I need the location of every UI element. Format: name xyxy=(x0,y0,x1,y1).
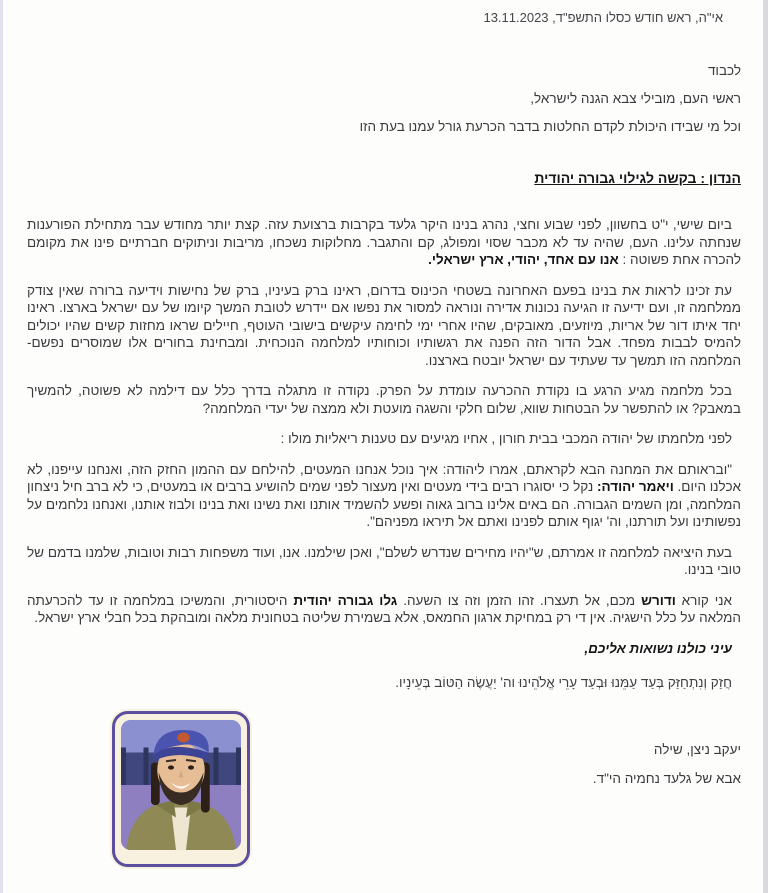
signature-block xyxy=(593,741,741,799)
letter-paragraph xyxy=(27,282,741,370)
recipient-line-1: לכבוד xyxy=(707,62,741,78)
recipient-line-3: וכל מי שבידו היכולת לקדם החלטות בדבר הכרעת גורל עמנו בעת הזו xyxy=(359,118,741,134)
signature-role: אבא של גלעד נחמיה הי"ד. xyxy=(592,771,741,786)
text-run: "ובראותם את המחנה הבא לקראתם, אמרו ליהודה: איך נוכל אנחנו המעטים, להילחם עם ההמון החזק הזה, ואנחנו עייפנו, לא אכלנו היום. xyxy=(27,461,742,494)
subject-heading: הנדון : בקשה לגילוי גבורה יהודית xyxy=(534,169,741,186)
text-run: לפני מלחמתו של יהודה המכבי בבית חורון , אחיו מגיעים עם טענות ריאליות מולו : xyxy=(280,431,732,446)
letter-paragraph xyxy=(27,216,741,269)
date-line: אי"ה, ראש חודש כסלו התשפ"ד, 13.11.2023 xyxy=(483,10,723,25)
text-run: אני קורא xyxy=(675,592,732,608)
bold-run: גלו גבורה יהודית xyxy=(293,592,398,608)
recipient-line-2: ראשי העם, מובילי צבא הגנה לישראל, xyxy=(530,90,741,106)
page-right-edge xyxy=(763,0,768,893)
letter-paragraph xyxy=(27,461,741,531)
soldier-portrait-illustration xyxy=(121,720,241,850)
signature-name: יעקב ניצן, שילה xyxy=(653,742,741,757)
letter-paragraph xyxy=(27,430,741,448)
text-run: עת זכינו לראות את בנינו בפעם האחרונה בשטחי הכינוס בדרום, ראינו ברק בעיניו, ברק של נחישות וידיעה ברורה שאין צודק ממלחמה זו, ועם ידיעה זו הגיעה נכונות אדירה ונוראה למסור את נפשו אם יידרש לטובת המשך קיומו של עם ישראל בארצו. ראינו יחד איתו דור של אריות, מיוזעים, מאובקים, שהיו אחרי ימי לחימה עיקשים בישובי העוטף, חיילים שראו מחזות קשים שהיו יכולים להמיס לבבות מפחד. אבל הדור הזה הפנה את רגשותיו וכוחותיו למלחמה הנוכחית. ומבחינת בחורים אלו שמוסרים נפשם- המלחמה הזו תמשך עד שעתיד עם ישראל יובטח בארצנו. xyxy=(27,282,741,368)
soldier-portrait-photo xyxy=(121,720,241,850)
text-run: היסטורית, והמשיכו במלחמה זו עד להכרעתה המלאה על כלל הישגיה. אין די רק במחיקת ארגון החמאס, אלא בשמירת שליטה בטחונית מלאה ומובהקת בכל חבלי ארץ ישראל. xyxy=(27,592,741,625)
bold-run: אנו עם אחד, יהודי, ארץ ישראלי. xyxy=(428,252,619,267)
text-run: נקל כי יסוגרו רבים בידי מעטים ואין מעצור לפני שמים להושיע ברבים או במעטים, כי לא ברב חיל ניצחון המלחמה, ומן השמים הגבורה. הם באים אלינו ברוב גאוה ופשע להשמיד אותנו ואת נשינו ואת בנינו ולבוז אותנו, ואנחנו נלחמים על נפשותינו ועל תורתנו, וה' יגוף אותם לפנינו ואתם אל תיראו מפניהם". xyxy=(27,479,741,529)
text-run: בכל מלחמה מגיע הרגע בו נקודת ההכרעה עומדת על הפרק. נקודה זו מתגלה בדרך כלל עם דילמה לא פשוטה, להמשיך במאבק? או להתפשר על הבטחות שווא, שלום חלקי והשגה מועטת ולא ממצה של יעדי המלחמה? xyxy=(27,383,741,416)
text-run: ביום שישי, י"ט בחשוון, לפני שבוע וחצי, נהרג בנינו היקר גלעד בקרבות ברצועת עזה. קצת יותר מחודש עבר מתחילת הפורענות שנחתה עלינו. העם, שהיה עד לא מכבר שסוי ומפולג, קם והתגבר. מחלוקות נשכחו, מריבות וניתוקים חברתיים פינו את מקומם להכרה אחת פשוטה : xyxy=(27,217,741,267)
letter-content xyxy=(27,0,741,692)
page-left-edge xyxy=(0,0,3,893)
blessing-line: חֲזַק וְנִתְחַזַּק בְּעַד עַמֵּנוּ וּבְעַד עָרֵי אֱלֹהֵינוּ וה' יַעֲשֶׂה הַטּוֹב בְּעֵינָיו. xyxy=(395,675,732,690)
text-run: בעת היציאה למלחמה זו אמרתם, ש"יהיו מחירים שנדרש לשלם", ואכן שילמנו. אנו, ועוד משפחות רבות וטובות, שלמנו בדמם של טובי בנינו. xyxy=(27,544,741,577)
closing-line: עיני כולנו נשואות אליכם, xyxy=(584,640,732,656)
letter-paragraph xyxy=(27,592,741,627)
letter-paragraph xyxy=(27,382,741,417)
soldier-photo-frame xyxy=(112,711,250,867)
text-run: מכם, אל תעצרו. זהו הזמן וזה צו השעה. xyxy=(397,592,642,608)
letter-body xyxy=(27,216,741,627)
bold-run: ויאמר יהודה: xyxy=(597,479,674,494)
letter-paragraph xyxy=(27,544,741,579)
recipient-block xyxy=(27,62,741,136)
bold-run: ודורש xyxy=(641,592,676,608)
